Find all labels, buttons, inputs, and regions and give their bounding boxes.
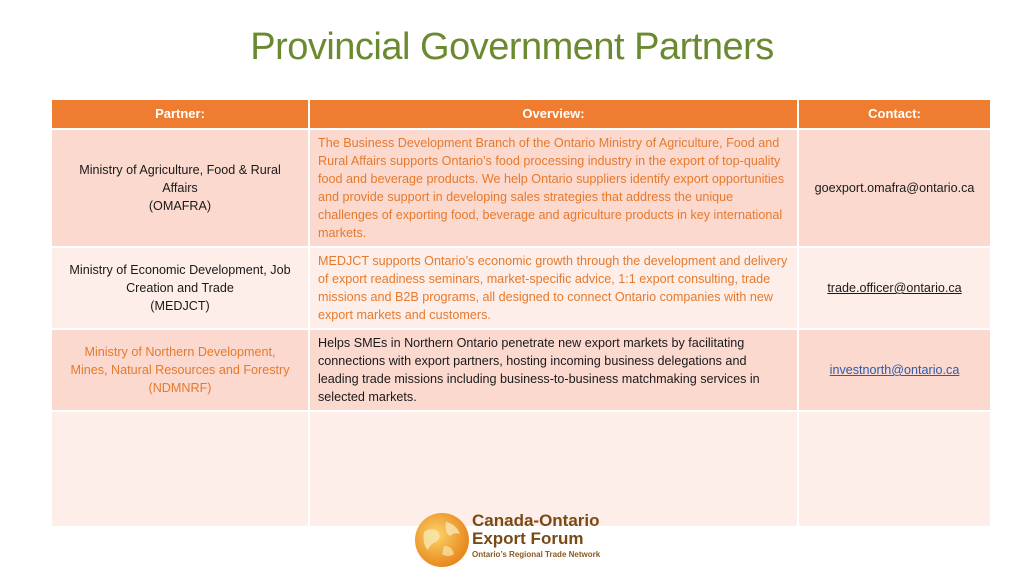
contact-email-medjct[interactable]: trade.officer@ontario.ca bbox=[827, 281, 962, 295]
partner-name-line: Ministry of Economic Development, Job bbox=[69, 263, 291, 277]
contact-cell-omafra bbox=[798, 129, 991, 247]
header-partner: Partner: bbox=[51, 99, 309, 129]
partner-name-line: Creation and Trade bbox=[126, 281, 234, 295]
table-header-row bbox=[51, 99, 991, 129]
logo-line-2: Export Forum bbox=[472, 529, 584, 548]
partner-cell-medjct bbox=[51, 247, 309, 329]
contact-cell-medjct bbox=[798, 247, 991, 329]
overview-cell-ndmnrf: Helps SMEs in Northern Ontario penetrate new export markets by facilitating connections with export partners, hosting incoming business delegations and leading trade missions including business-to-business matchmaking services in selected markets. bbox=[309, 329, 798, 411]
table-row-omafra bbox=[51, 129, 991, 247]
contact-email-ndmnrf[interactable]: investnorth@ontario.ca bbox=[829, 363, 960, 377]
overview-cell-medjct: MEDJCT supports Ontario’s economic growth through the development and delivery of export readiness seminars, market-specific advice, 1:1 export consulting, trade missions and B2B programs, all designed to connect Ontario companies with new export markets and customers. bbox=[309, 247, 798, 329]
overview-cell-omafra: The Business Development Branch of the Ontario Ministry of Agriculture, Food and Rural Affairs supports Ontario’s food processing industry in the export of top-quality food and beverage products. We help Ontario suppliers identify export opportunities and provide support in developing sales strategies that address the unique challenges of exporting food, beverage and agriculture products in key international markets. bbox=[309, 129, 798, 247]
partner-acronym: (OMAFRA) bbox=[148, 199, 212, 213]
header-overview: Overview: bbox=[309, 99, 798, 129]
contact-cell-ndmnrf bbox=[798, 329, 991, 411]
partners-table bbox=[50, 98, 992, 528]
logo-line-1: Canada-Ontario bbox=[472, 511, 600, 530]
partner-acronym: (NDMNRF) bbox=[148, 381, 212, 395]
table-row-medjct bbox=[51, 247, 991, 329]
globe-icon bbox=[410, 506, 474, 568]
partner-name-line: Affairs bbox=[162, 181, 198, 195]
partner-cell-ndmnrf bbox=[51, 329, 309, 411]
contact-email-omafra[interactable]: goexport.omafra@ontario.ca bbox=[814, 181, 975, 195]
empty-cell bbox=[51, 411, 309, 527]
page-title: Provincial Government Partners bbox=[250, 26, 774, 68]
empty-cell bbox=[798, 411, 991, 527]
logo-text bbox=[472, 512, 600, 562]
partner-acronym: (MEDJCT) bbox=[150, 299, 210, 313]
partner-cell-omafra bbox=[51, 129, 309, 247]
partner-name-line: Mines, Natural Resources and Forestry bbox=[70, 363, 290, 377]
table-row-ndmnrf bbox=[51, 329, 991, 411]
partner-name-line: Ministry of Northern Development, bbox=[84, 345, 276, 359]
logo-tagline: Ontario’s Regional Trade Network bbox=[472, 550, 601, 559]
partner-name-line: Ministry of Agriculture, Food & Rural bbox=[79, 163, 281, 177]
header-contact: Contact: bbox=[798, 99, 991, 129]
